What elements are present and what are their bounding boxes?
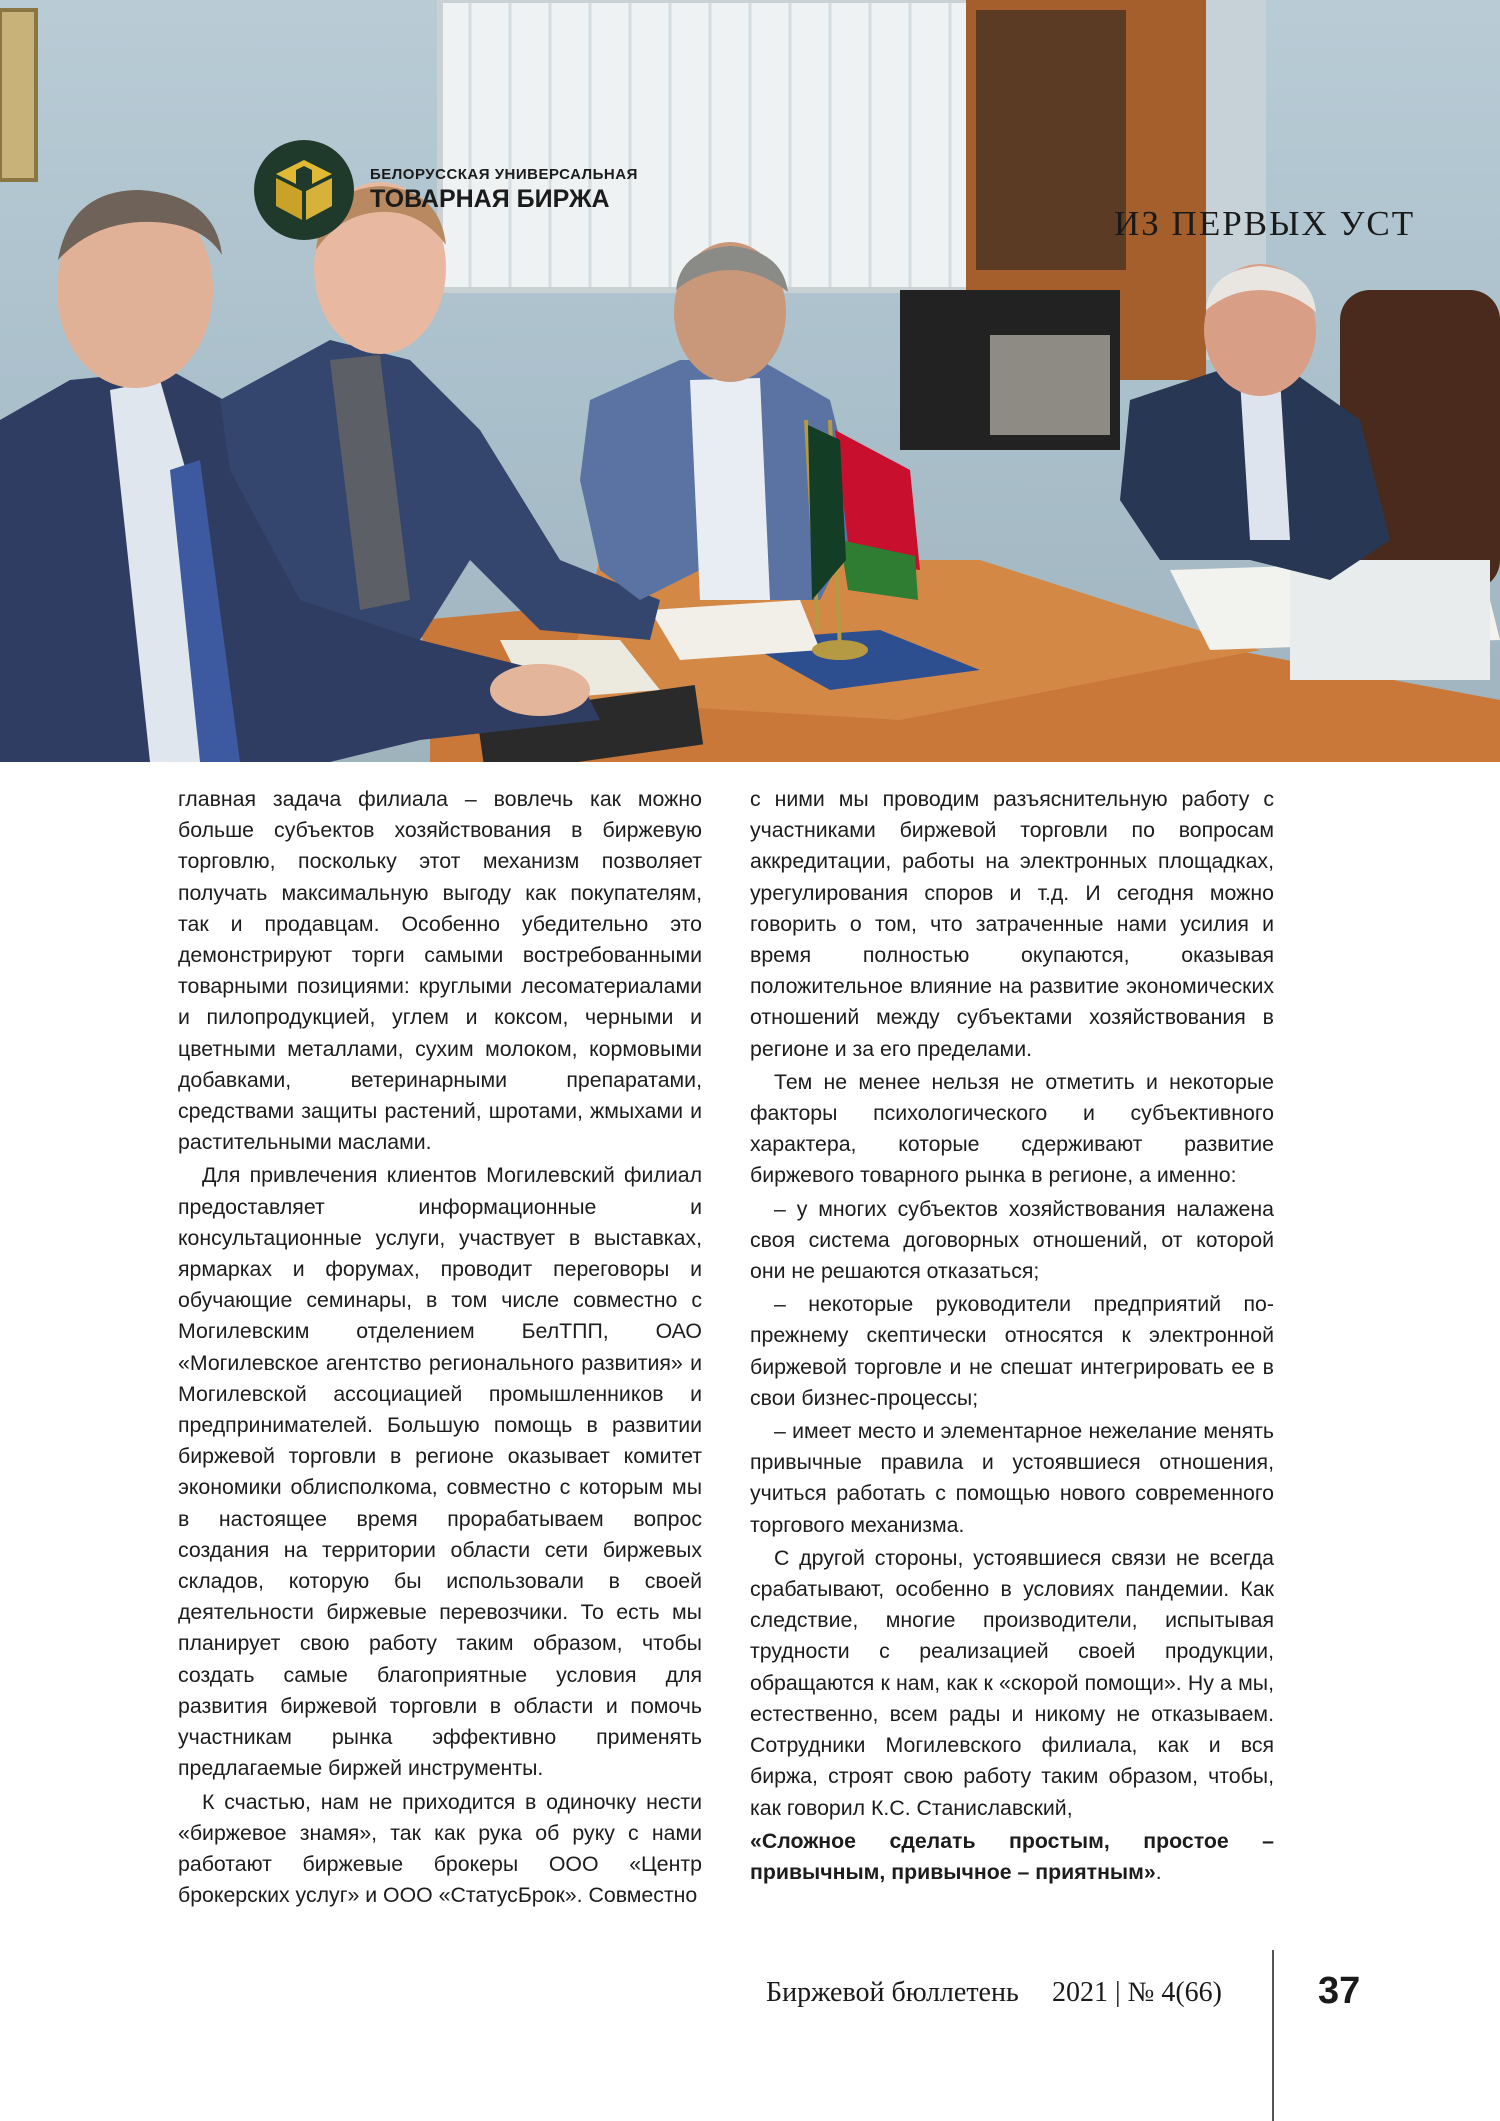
logo-line-2: ТОВАРНАЯ БИРЖА [370, 185, 610, 213]
paragraph: С другой стороны, устоявшиеся связи не всегда срабатывают, особенно в условиях пандемии. Как следствие, многие производители, испытывая трудности с реализацией своей продукции, обращаются к нам, как к «скорой помощи». Ну а мы, естественно, всем рады и никому не отказываем. Сотрудники Могилевского филиала, как и вся биржа, строят свою работу таким образом, чтобы, как говорил К.С. Станиславский, [750, 1545, 1274, 1820]
issue-number: 2021 | № 4(66) [1052, 1977, 1222, 2008]
quote-end: . [1155, 1859, 1162, 1884]
quote-paragraph [750, 1826, 1274, 1888]
list-item: – некоторые руководители предприятий по-прежнему скептически относятся к электронной биржевой торговле и не спешат интегрировать ее в свои бизнес-процессы; [750, 1292, 1274, 1410]
exchange-logo [254, 140, 638, 240]
list-item: – имеет место и элементарное нежелание менять привычные правила и устоявшиеся отношения, учиться работать с помощью нового современного торгового механизма. [750, 1419, 1274, 1537]
logo-line-1: БЕЛОРУССКАЯ УНИВЕРСАЛЬНАЯ [370, 166, 638, 183]
page-number: 37 [1318, 1970, 1361, 2012]
footer-divider [1272, 1950, 1274, 2121]
article-column-left [178, 784, 702, 1911]
article-column-right [750, 784, 1274, 1888]
list-item: – у многих субъектов хозяйствования налажена своя система договорных отношений, от которой они не решаются отказаться; [750, 1196, 1274, 1284]
paragraph: главная задача филиала – вовлечь как можно больше субъектов хозяйствования в биржевую торговлю, поскольку этот механизм позволяет получать максимальную выгоду как покупателям, так и продавцам. Особенно убедительно это демонстрируют торги самыми востребованными товарными позициями: круглыми лесоматериалами и пилопродукцией, углем и коксом, черными и цветными металлами, сухим молоком, кормовыми добавками, ветеринарными препаратами, средствами защиты растений, шротами, жмыхами и растительными маслами. [178, 787, 702, 1155]
photo-scene [0, 0, 1500, 762]
quote: «Сложное сделать простым, простое – привычным, привычное – приятным» [750, 1828, 1274, 1884]
section-label: ИЗ ПЕРВЫХ УСТ [1114, 204, 1416, 243]
paragraph: Тем не менее нельзя не отметить и некоторые факторы психологического и субъективного характера, которые сдерживают развитие биржевого товарного рынка в регионе, а именно: [750, 1069, 1274, 1188]
paragraph: Для привлечения клиентов Могилевский филиал предоставляет информационные и консультационные услуги, участвует в выставках, ярмарках и форумах, проводит переговоры и обучающие семинары, в том числе совместно с Могилевским отделением БелТПП, ОАО «Могилевское агентство регионального развития» и Могилевской ассоциацией промышленников и предпринимателей. Большую помощь в развитии биржевой торговли в регионе оказывает комитет экономики облисполкома, совместно с которым мы в настоящее время прорабатываем вопрос создания на территории области сети биржевых складов, которую бы использовали в своей деятельности биржевые перевозчики. То есть мы планирует свою работу таким образом, чтобы создать самые благоприятные условия для развития биржевой торговли в области и помочь участникам рынка эффективно применять предлагаемые биржей инструменты. [178, 1163, 702, 1781]
paragraph: с ними мы проводим разъяснительную работу с участниками биржевой торговли по вопросам аккредитации, работы на электронных площадках, урегулирования споров и т.д. И сегодня можно говорить о том, что затраченные нами усилия и время полностью окупаются, оказывая положительное влияние на развитие экономических отношений между субъектами хозяйствования в регионе и за его пределами. [750, 787, 1274, 1061]
header-photo [0, 0, 1500, 762]
paragraph: К счастью, нам не приходится в одиночку нести «биржевое знамя», так как рука об руку с нами работают биржевые брокеры ООО «Центр брокерских услуг» и ООО «СтатусБрок». Совместно [178, 1789, 702, 1908]
journal-title: Биржевой бюллетень [766, 1977, 1019, 2008]
exchange-logo-icon [254, 140, 354, 240]
